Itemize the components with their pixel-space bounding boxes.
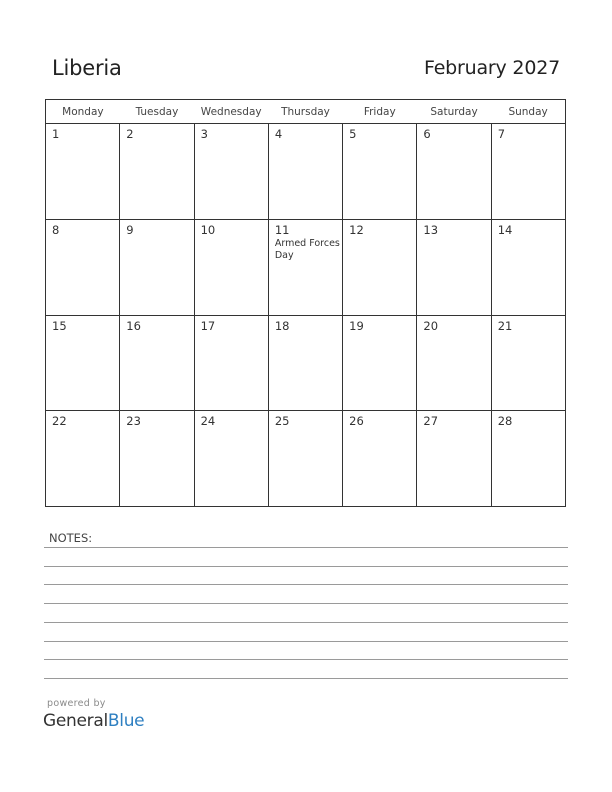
weekday-header: Monday xyxy=(46,100,120,124)
day-number: 26 xyxy=(349,414,364,429)
weekday-header: Sunday xyxy=(491,100,565,124)
day-cell xyxy=(46,315,120,411)
month-year-title: February 2027 xyxy=(424,57,560,79)
day-number: 11 xyxy=(274,222,290,237)
notes-line xyxy=(44,659,568,660)
day-cell xyxy=(491,411,565,507)
day-number: 16 xyxy=(126,318,141,333)
day-cell xyxy=(194,315,268,411)
day-cell xyxy=(417,219,491,315)
weekday-header: Wednesday xyxy=(194,100,268,124)
country-title: Liberia xyxy=(52,56,122,80)
day-cell xyxy=(343,411,417,507)
day-cell xyxy=(417,411,491,507)
day-number: 21 xyxy=(497,318,513,333)
day-number: 15 xyxy=(52,318,67,333)
day-cell xyxy=(417,315,491,411)
day-cell xyxy=(194,124,268,220)
day-number: 1 xyxy=(52,127,60,141)
day-number: 14 xyxy=(497,222,513,237)
calendar-grid xyxy=(45,99,566,507)
day-number: 19 xyxy=(349,318,364,333)
day-number: 8 xyxy=(52,222,60,237)
holiday-label: Armed Forces Day xyxy=(274,237,340,261)
day-cell xyxy=(194,219,268,315)
notes-line xyxy=(44,566,568,567)
weekday-header: Saturday xyxy=(417,100,491,124)
day-cell xyxy=(491,315,565,411)
notes-line xyxy=(44,547,568,548)
day-cell xyxy=(46,411,120,507)
notes-label: NOTES: xyxy=(49,531,93,545)
day-cell xyxy=(194,411,268,507)
day-cell xyxy=(268,315,342,411)
day-cell xyxy=(343,219,417,315)
day-cell xyxy=(417,124,491,220)
day-cell xyxy=(120,315,194,411)
day-number: 13 xyxy=(423,222,439,237)
notes-line xyxy=(44,678,568,679)
day-cell xyxy=(491,219,565,315)
day-number: 3 xyxy=(200,127,208,141)
day-cell xyxy=(343,124,417,220)
brand-blue-text: Blue xyxy=(107,711,145,731)
day-number: 25 xyxy=(274,414,290,429)
weekday-header: Friday xyxy=(343,100,417,124)
day-number: 10 xyxy=(200,222,216,237)
day-cell xyxy=(46,219,120,315)
notes-line xyxy=(44,584,568,585)
day-number: 2 xyxy=(126,127,134,141)
day-number: 5 xyxy=(349,127,357,141)
day-number: 22 xyxy=(52,414,67,429)
day-cell xyxy=(120,219,194,315)
brand-logo xyxy=(43,711,144,731)
day-number: 7 xyxy=(497,127,506,141)
weekday-header: Tuesday xyxy=(120,100,194,124)
week-row xyxy=(46,411,566,507)
weekday-header: Thursday xyxy=(268,100,342,124)
day-number: 24 xyxy=(200,414,216,429)
brand-general-text: General xyxy=(43,711,108,731)
day-number: 6 xyxy=(423,127,431,141)
day-cell xyxy=(46,124,120,220)
weekday-header-row xyxy=(46,100,566,124)
powered-by-text: powered by xyxy=(47,698,106,709)
notes-line xyxy=(44,603,568,604)
day-number: 9 xyxy=(126,222,134,237)
day-cell xyxy=(120,124,194,220)
day-number: 27 xyxy=(423,414,439,429)
day-cell xyxy=(491,124,565,220)
day-number: 28 xyxy=(497,414,513,429)
day-number: 17 xyxy=(200,318,216,333)
day-cell xyxy=(268,411,342,507)
week-row xyxy=(46,315,566,411)
day-number: 23 xyxy=(126,414,141,429)
day-number: 4 xyxy=(274,127,283,141)
day-number: 12 xyxy=(349,222,364,237)
day-number: 20 xyxy=(423,318,439,333)
day-cell xyxy=(343,315,417,411)
day-cell xyxy=(268,219,342,315)
day-cell xyxy=(268,124,342,220)
notes-line xyxy=(44,622,568,623)
day-number: 18 xyxy=(274,318,290,333)
notes-line xyxy=(44,641,568,642)
week-row xyxy=(46,124,566,220)
day-cell xyxy=(120,411,194,507)
week-row xyxy=(46,219,566,315)
